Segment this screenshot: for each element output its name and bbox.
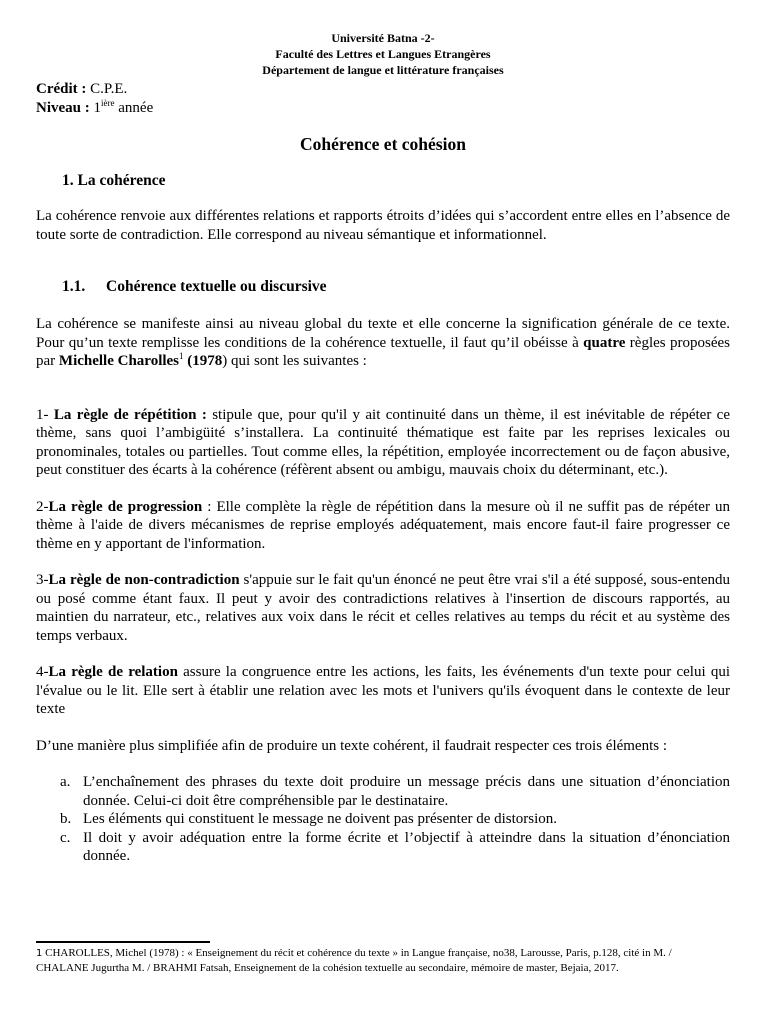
university-name: Université Batna -2- xyxy=(331,31,435,45)
rule-3 xyxy=(36,571,730,645)
department-name: Département de langue et littérature françaises xyxy=(262,63,504,77)
text-run: La cohérence se manifeste ainsi au niveau global du texte et elle concerne la signification générale de ce texte. Pour qu’un texte remplisse les conditions de la cohérence textuelle, il faut qu’il obéisse à xyxy=(36,316,730,351)
list-marker: c. xyxy=(60,829,71,846)
section-1-1-title: Cohérence textuelle ou discursive xyxy=(106,278,327,295)
rule-number: 4- xyxy=(36,664,49,680)
credit-value: C.P.E. xyxy=(90,81,128,97)
list-marker: a. xyxy=(60,774,71,790)
list-item xyxy=(36,829,730,866)
section-1-paragraph: La cohérence renvoie aux différentes relations et rapports étroits d’idées qui s’accordent entre elles en l’absence de toute sorte de contradiction. Elle correspond au niveau sémantique et informationnel. xyxy=(36,208,730,243)
list-item xyxy=(36,773,730,810)
level-label: Niveau : xyxy=(36,100,90,116)
author-year: (1978 xyxy=(183,353,223,369)
rule-text: assure la congruence entre les actions, les faits, les événements d'un texte pour celui qui l'évalue ou le lit. Elle sert à établir une relation avec les mots et l'univers qu'ils évoquent dans le contexte de leur texte xyxy=(36,664,730,717)
credit-label: Crédit : xyxy=(36,81,87,97)
footnote-text: CHAROLLES, Michel (1978) : « Enseignement du récit et cohérence du texte » in Langue française, no38, Larousse, Paris, p.128, cité in M. / CHALANE Jugurtha M. / BRAHMI Fatsah, Enseignement de la cohésion textuelle au secondaire, mémoire de master, Bejaia, 2017. xyxy=(36,947,672,974)
rule-1 xyxy=(36,406,730,480)
rule-text: stipule que, pour qu'il y ait continuité dans un thème, il est inévitable de répéter ce thème, sans quoi l’ambigüité s’installera. La continuité thématique est faite par les reprises lexicales ou pronominales, totales ou partielles. Tout comme elles, la répétition, employée incorrectement ou de façon abusive, peut constituer des écarts à la cohérence (réfèrent absent ou ambigu, mauvais choix du déterminant, etc.). xyxy=(36,406,731,478)
text-run: ) qui sont les suivantes : xyxy=(222,353,367,369)
list-item xyxy=(36,810,730,829)
section-1-heading: 1. La cohérence xyxy=(62,172,166,189)
course-meta xyxy=(36,80,730,118)
faculty-name: Faculté des Lettres et Langues Etrangères xyxy=(275,47,491,61)
list-marker: b. xyxy=(60,811,72,827)
footnote-separator xyxy=(36,941,210,943)
level-line xyxy=(36,99,730,118)
author-name: Michelle Charolles xyxy=(58,353,180,369)
list-item-text: Les éléments qui constituent le message ne doivent pas présenter de distorsion. xyxy=(83,811,558,827)
footnote-number: 1 xyxy=(36,948,43,959)
rule-name: La règle de répétition : xyxy=(53,406,207,423)
section-1-1-number: 1.1. xyxy=(62,278,86,295)
credit-line xyxy=(36,80,730,99)
rule-4 xyxy=(36,663,730,719)
rule-number: 1- xyxy=(36,406,54,423)
summary-paragraph: D’une manière plus simplifiée afin de produire un texte cohérent, il faudrait respecter ces trois éléments : xyxy=(36,737,668,754)
document-page xyxy=(36,30,730,866)
level-sup: ière xyxy=(101,98,115,108)
elements-list xyxy=(36,773,730,866)
footnote-ref[interactable]: 1 xyxy=(179,351,184,361)
document-title: Cohérence et cohésion xyxy=(300,134,466,154)
rule-text: : Elle complète la règle de répétition dans la mesure où il ne suffit pas de répéter un thème à l'aide de divers mécanismes de reprise employés adéquatement, mais encore faut-il faire progresser ce thème en y apportant de l'information. xyxy=(36,498,731,552)
header xyxy=(36,30,730,78)
footnote xyxy=(36,946,726,975)
rule-name: La règle de non-contradiction xyxy=(48,572,240,588)
rule-text: s'appuie sur le fait qu'un énoncé ne peut être vrai s'il a été supposé, sous-entendu ou posé comme étant faux. Il peut y avoir des contradictions relatives à l'insertion de discours rapportés, au maintien du narrateur, etc., relatives aux voix dans le récit et celles relatives au temps du récit et au système des temps verbaux. xyxy=(36,572,730,644)
list-item-text: Il doit y avoir adéquation entre la forme écrite et l’objectif à atteindre dans la situation d’énonciation donnée. xyxy=(83,829,730,864)
rule-name: La règle de progression xyxy=(48,498,203,515)
rule-name: La règle de relation xyxy=(48,664,178,680)
section-1-1-paragraph xyxy=(36,315,730,371)
level-text: année xyxy=(118,100,154,116)
rule-number: 2- xyxy=(36,498,49,515)
rule-number: 3- xyxy=(36,572,49,588)
list-item-text: L’enchaînement des phrases du texte doit produire un message précis dans une situation d’énonciation donnée. Celui-ci doit être compréhensible par le destinataire. xyxy=(83,774,730,809)
text-run: règles proposées par xyxy=(36,334,730,369)
level-num: 1 xyxy=(93,100,101,116)
section-1-1-heading xyxy=(62,277,730,297)
bold-quatre: quatre xyxy=(583,334,626,351)
rule-2 xyxy=(36,498,730,554)
